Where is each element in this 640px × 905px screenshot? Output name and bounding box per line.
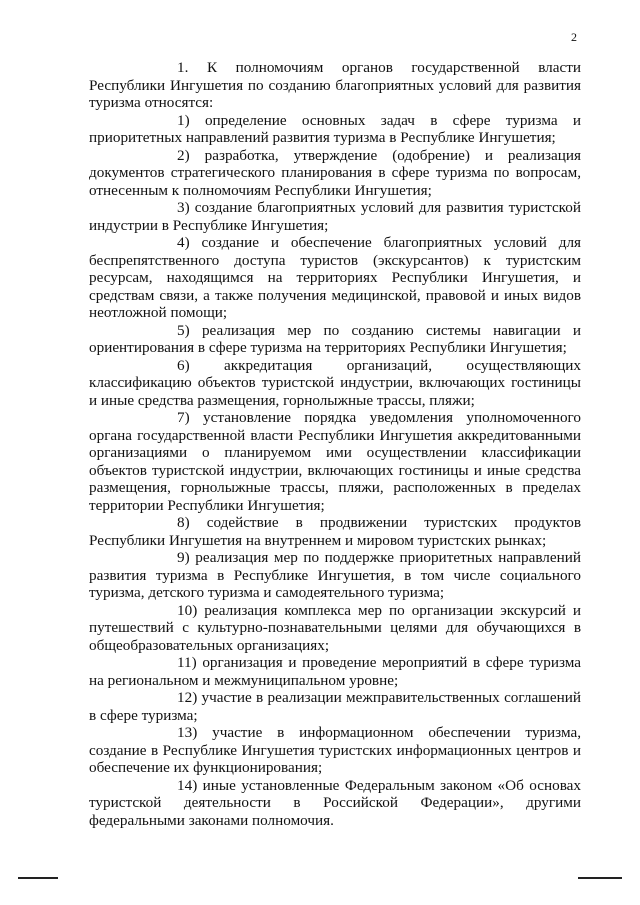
list-item-text: реализация мер по поддержке приоритетных направлений развития туризма в Республике Ингушетия, в том числе социального туризма, детского туризма и самодеятельного туризма;: [89, 549, 581, 601]
list-item-text: реализация мер по созданию системы навигации и ориентирования в сфере туризма на территориях Республики Ингушетия;: [89, 321, 581, 356]
list-item: [89, 112, 581, 147]
page-number: 2: [571, 30, 577, 44]
list-item-text: разработка, утверждение (одобрение) и реализация документов стратегического планирования в сфере туризма по вопросам, отнесенным к полномочиям Республики Ингушетия;: [89, 146, 581, 199]
list-item-text: определение основных задач в сфере туризма и приоритетных направлений развития туризма в Республике Ингушетия;: [89, 111, 582, 146]
list-item-text: участие в реализации межправительственных соглашений в сфере туризма;: [89, 689, 581, 724]
list-item-number: 2): [177, 146, 190, 164]
list-item-number: 7): [177, 409, 190, 426]
document-body: [89, 59, 581, 829]
list-item: [89, 549, 581, 602]
paragraph: [89, 59, 581, 112]
list-item-text: установление порядка уведомления уполномоченного органа государственной власти Республики Ингушетия аккредитованными организациями о планируемом ими осуществлении классификации объектов туристской индустрии, включающих гостиницы и иные средства размещения, горнолыжные трассы, пляжи, расположенных в пределах территории Республики Ингушетия;: [89, 409, 581, 514]
list-item-text: создание и обеспечение благоприятных условий для беспрепятственного доступа туристов (экскурсантов) к туристским ресурсам, находящимся на территориях Республики Ингушетия, и средствам связи, а также получения медицинской, правовой и иных видов неотложной помощи;: [89, 234, 582, 321]
list-item: [89, 357, 581, 410]
list-item: [89, 514, 581, 549]
list-item: [89, 322, 581, 357]
scan-edge-mark: [18, 877, 58, 879]
list-item: [89, 654, 581, 689]
paragraph-text: К полномочиям органов государственной власти Республики Ингушетия по созданию благоприятных условий для развития туризма относятся:: [89, 59, 582, 111]
list-item-number: 1): [177, 111, 190, 129]
list-item-number: 13): [177, 724, 198, 741]
list-item-text: участие в информационном обеспечении туризма, создание в Республике Ингушетия туристских информационных центров и обеспечение их функционирования;: [89, 724, 581, 776]
list-item-number: 6): [177, 356, 190, 374]
list-item-number: 11): [177, 654, 197, 671]
list-item-number: 3): [177, 199, 190, 216]
list-item: [89, 602, 581, 655]
list-item-number: 10): [177, 601, 198, 619]
list-item-number: 14): [177, 776, 198, 794]
scan-edge-mark: [578, 877, 622, 879]
paragraph-number: 1.: [177, 59, 189, 76]
list-item-number: 9): [177, 549, 190, 566]
list-item: [89, 234, 581, 322]
list-item: [89, 777, 581, 830]
list-item-number: 12): [177, 689, 198, 706]
list-item-text: иные установленные Федеральным законом «Об основах туристской деятельности в Российской Федерации», другими федеральными законами полномочия.: [89, 776, 582, 829]
list-item: [89, 689, 581, 724]
list-item: [89, 409, 581, 514]
list-item-number: 5): [177, 321, 190, 339]
list-item: [89, 147, 581, 200]
list-item: [89, 724, 581, 777]
list-item-text: реализация комплекса мер по организации экскурсий и путешествий с культурно-познавательными целями для обучающихся в общеобразовательных организациях;: [89, 601, 581, 654]
list-item-text: создание благоприятных условий для развития туристской индустрии в Республике Ингушетия;: [89, 199, 582, 234]
list-item-text: аккредитация организаций, осуществляющих классификацию объектов туристской индустрии, включающих гостиницы и иные средства размещения, горнолыжные трассы, пляжи;: [89, 356, 581, 409]
list-item-number: 4): [177, 234, 190, 251]
list-item-text: содействие в продвижении туристских продуктов Республики Ингушетия на внутреннем и мировом туристских рынках;: [89, 514, 582, 549]
list-item-text: организация и проведение мероприятий в сфере туризма на региональном и межмуниципальном уровне;: [89, 654, 581, 689]
list-item-number: 8): [177, 514, 190, 531]
list-item: [89, 199, 581, 234]
